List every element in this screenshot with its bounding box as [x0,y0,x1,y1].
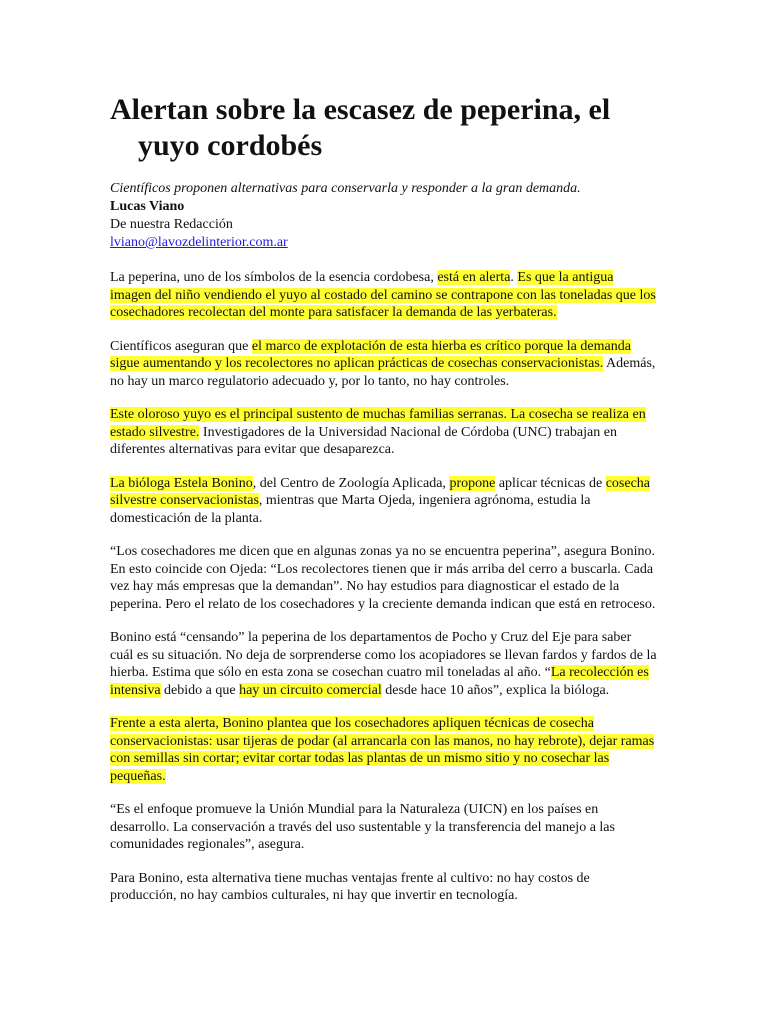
highlighted-text: Este oloroso yuyo es el principal sustento de muchas familias serranas. La cosecha se realiza en estado silvestre. [110,407,646,440]
highlighted-text: hay un circuito comercial [239,682,382,698]
author-email-link[interactable]: lviano@lavozdelinterior.com.ar [110,235,288,250]
text-run: desde hace 10 años”, explica la bióloga. [381,682,610,698]
article-subtitle: Científicos proponen alternativas para conservarla y responder a la gran demanda. [110,181,581,196]
text-run: , mientras que Marta Ojeda, ingeniera agrónoma, estudia la domesticación de la planta. [110,493,591,526]
text-run: Científicos aseguran que [110,338,252,354]
highlighted-text: La recolección es intensiva [110,665,649,698]
paragraph [110,543,658,613]
highlighted-text: está en alerta [437,270,511,285]
paragraph [110,406,658,459]
text-run: debido a que [160,682,240,698]
text-run: Además, no hay un marco regulatorio adecuado y, por lo tanto, no hay controles. [110,356,656,389]
article-section: De nuestra Redacción [110,217,233,232]
text-run: Investigadores de la Universidad Nacional de Córdoba (UNC) trabajan en diferentes alternativas para evitar que desaparezca. [110,424,617,457]
highlighted-text: el marco de explotación de esta hierba es crítico porque la demanda sigue aumentando y los recolectores no aplican prácticas de cosechas conservacionistas. [110,338,631,371]
paragraph [110,801,658,854]
article-meta [110,180,670,252]
text-run: Para Bonino, esta alternativa tiene muchas ventajas frente al cultivo: no hay costos de producción, no hay cambios culturales, ni hay que invertir en tecnología. [110,870,590,903]
paragraph [110,715,658,785]
paragraph [110,870,658,905]
paragraph [110,629,658,699]
article-author: Lucas Viano [110,199,185,214]
highlighted-text: propone [449,475,496,491]
paragraph [110,338,658,391]
paragraph [110,475,658,528]
text-run: “Los cosechadores me dicen que en algunas zonas ya no se encuentra peperina”, asegura Bonino. En esto coincide con Ojeda: “Los recolectores tienen que ir más arriba del cerro a buscarla. Cada vez hay más empresas que la demandan”. No hay estudios para diagnosticar el estado de la peperina. Pero el relato de los cosechadores y la creciente demanda indican que está en retroceso. [110,544,656,612]
highlighted-text: Frente a esta alerta, Bonino plantea que los cosechadores apliquen técnicas de cosecha conservacionistas: usar tijeras de podar (al arrancarla con las manos, no hay rebrote), dejar ramas con semillas sin cortar; evitar cortar todas las plantas de un mismo sitio y no cosechar las pequeñas. [110,716,655,784]
article-title: Alertan sobre la escasez de peperina, el yuyo cordobés [110,93,611,162]
highlighted-text: cosecha silvestre conservacionistas [110,475,651,508]
text-run: La peperina, uno de los símbolos de la esencia cordobesa, [110,270,438,285]
text-run: , del Centro de Zoología Aplicada, [252,475,450,491]
text-run: Bonino está “censando” la peperina de los departamentos de Pocho y Cruz del Eje para saber cuál es su situación. No deja de sorprenderse como los acopiadores se llevan fardos y fardos de la hierba. Estima que sólo en esta zona se cosechan cuatro mil toneladas al año. “ [110,630,657,680]
text-run: aplicar técnicas de [495,475,606,491]
text-run: . [510,270,518,285]
paragraph [110,269,658,322]
text-run: “Es el enfoque promueve la Unión Mundial para la Naturaleza (UICN) en los países en desarrollo. La conservación a través del uso sustentable y la transferencia del manejo a las comunidades regionales”, asegura. [110,802,615,852]
article-body [110,269,658,921]
highlighted-text: Es que la antigua imagen del niño vendiendo el yuyo al costado del camino se contrapone con las toneladas que los cosechadores recolectan del monte para satisfacer la demanda de las yerbateras. [110,270,656,320]
highlighted-text: La bióloga Estela Bonino [110,475,253,491]
